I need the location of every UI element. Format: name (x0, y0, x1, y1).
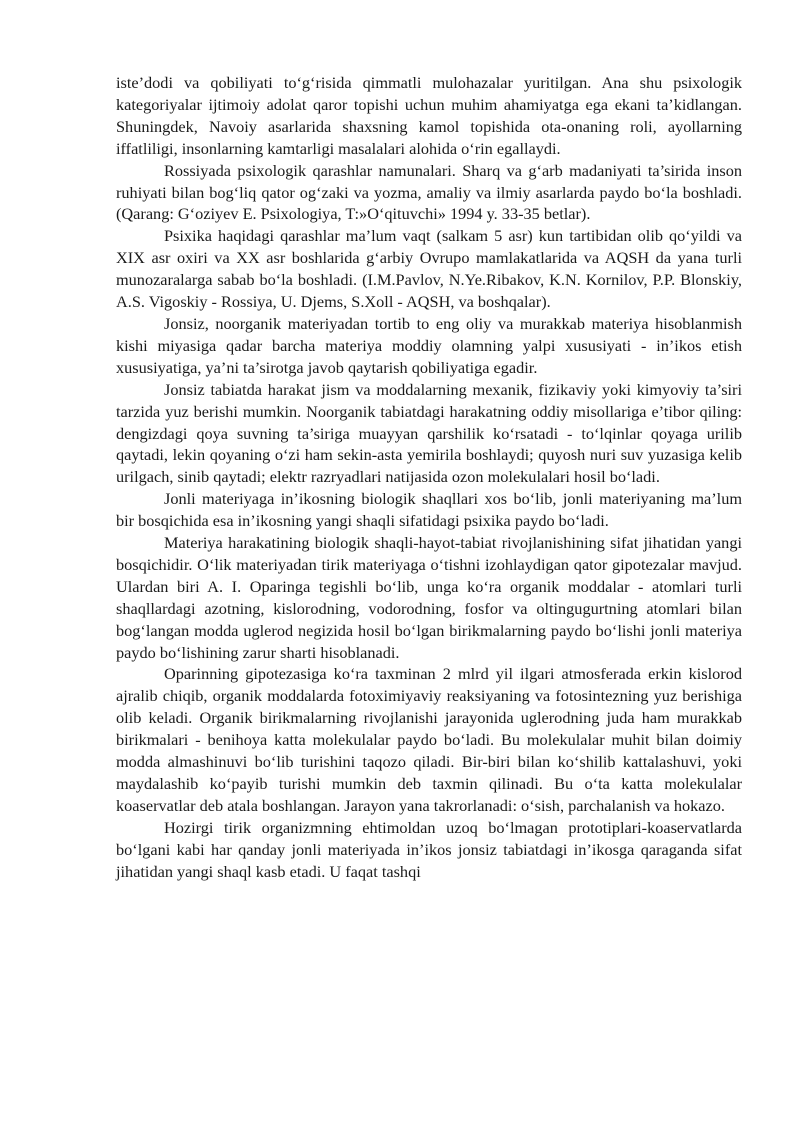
paragraph-russia-psychology: Rossiyada psixologik qarashlar namunalari. Sharq va g‘arb madaniyati ta’sirida inson ruhiyati bilan bog‘liq qator og‘zaki va yozma, amaliy va ilmiy asarlarda paydo bo‘la boshladi. (Qarang: G‘oziyev E. Psixologiya, T:»O‘qituvchi» 1994 y. 33-35 betlar). (116, 160, 742, 224)
paragraph-modern-organism: Hozirgi tirik organizmning ehtimoldan uzoq bo‘lmagan prototiplari-koaservatlarda bo‘lgani kabi har qanday jonli materiyada in’ikos jonsiz tabiatdagi in’ikosga qaraganda sifat jihatidan yangi shaql kasb etadi. U faqat tashqi (116, 817, 742, 881)
paragraph-biological-form: Materiya harakatining biologik shaqli-hayot-tabiat rivojlanishining sifat jihatidan yangi bosqichidir. O‘lik materiyadan tirik materiyaga o‘tishni izohlaydigan qator gipotezalar mavjud. Ulardan biri A. I. Oparinga tegishli bo‘lib, unga ko‘ra organik moddalar - atomlari turli shaqllardagi azotning, kislorodning, vodorodning, fosfor va oltingugurtning atomlari bilan bog‘langan modda uglerod negizida hosil bo‘lgan birikmalarning paydo bo‘lishi jonli materiya paydo bo‘lishining zarur sharti hisoblanadi. (116, 533, 742, 662)
paragraph-navoiy-continuation: iste’dodi va qobiliyati to‘g‘risida qimmatli mulohazalar yuritilgan. Ana shu psixologik kategoriyalar ijtimoiy adolat qaror topishi uchun muhim ahamiyatga ega ekani ta’kidlangan. Shuningdek, Navoiy asarlarida shaxsning kamol topishida ota-onaning roli, ayollarning iffatliligi, insonlarning kamtarligi masalalari alohida o‘rin egallaydi. (116, 73, 742, 158)
paragraph-oparin-hypothesis: Oparinning gipotezasiga ko‘ra taxminan 2 mlrd yil ilgari atmosferada erkin kislorod ajralib chiqib, organik moddalarda fotoximiyaviy reaksiyaning va fotosintezning yuz berishiga olib keladi. Organik birikmalarning rivojlanishi jarayonida uglerodning juda ham murakkab birikmalari - benihoya katta molekulalar paydo bo‘ladi. Bu molekulalar muhit bilan doimiy modda almashinuvi bo‘lib turishini taqozo qiladi. Bir-biri bilan ko‘shilib kattalashuvi, yoki maydalashib ko‘payib turishi mumkin deb taxmin qilinadi. Bu o‘ta katta molekulalar koaservatlar deb atala boshlangan. Jarayon yana takrorlanadi: o‘sish, parchalanish va hokazo. (116, 664, 742, 815)
paragraph-living-matter: Jonli materiyaga in’ikosning biologik shaqllari xos bo‘lib, jonli materiyaning ma’lum bir bosqichida esa in’ikosning yangi shaqli sifatidagi psixika paydo bo‘ladi. (116, 489, 742, 531)
paragraph-inorganic-matter: Jonsiz, noorganik materiyadan tortib to eng oliy va murakkab materiya hisoblanmish kishi miyasiga qadar barcha materiya moddiy olamning yalpi xususiyati - in’ikos etish xususiyatiga, ya’ni ta’sirotga javob qaytarish qobiliyatiga egadir. (116, 313, 742, 377)
paragraph-psyche-views: Psixika haqidagi qarashlar ma’lum vaqt (salkam 5 asr) kun tartibidan olib qo‘yildi va XIX asr oxiri va XX asr boshlarida g‘arbiy Ovrupo mamlakatlarida va AQSH da yana turli munozaralarga sabab bo‘la boshladi. (I.M.Pavlov, N.Ye.Ribakov, K.N. Kornilov, P.P. Blonskiy, A.S. Vigoskiy - Rossiya, U. Djems, S.Xoll - AQSH, va boshqalar). (116, 226, 742, 312)
paragraph-nonliving-nature: Jonsiz tabiatda harakat jism va moddalarning mexanik, fizikaviy yoki kimyoviy ta’siri tarzida yuz berishi mumkin. Noorganik tabiatdagi harakatning oddiy misollariga e’tibor qiling: dengizdagi qoya suvning ta’siriga muayyan qarshilik ko‘rsatadi - to‘lqinlar qoyaga urilib qaytadi, lekin qoyaning o‘zi ham sekin-asta yemirila boshlaydi; quyosh nuri suv yuzasiga kelib urilgach, sinib qaytadi; elektr razryadlari natijasida ozon molekulalari hosil bo‘ladi. (116, 379, 742, 487)
document-page (116, 72, 742, 883)
